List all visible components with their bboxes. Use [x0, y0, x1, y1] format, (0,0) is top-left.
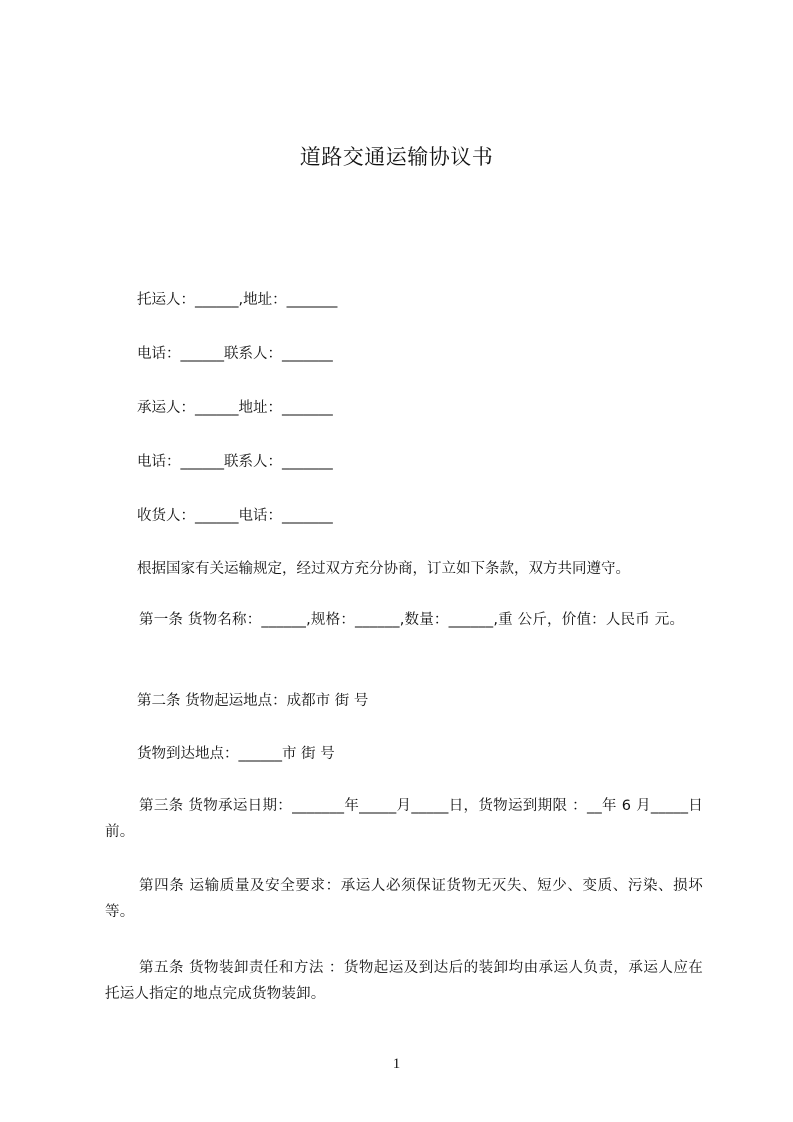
carrier-line: 承运人：______地址：_______ [137, 400, 333, 416]
preamble-line: 根据国家有关运输规定，经过双方充分协商，订立如下条款，双方共同遵守。 [137, 561, 630, 577]
destination-line: 货物到达地点：______市 街 号 [137, 746, 335, 762]
article-5: 第五条 货物装卸责任和方法 ：货物起运及到达后的装卸均由承运人负责，承运人应在托运人指定的地点完成货物装卸。 [105, 960, 703, 1002]
page-number: 1 [392, 1056, 401, 1072]
consignee-line: 收货人：______电话：_______ [137, 508, 333, 524]
shipper-line: 托运人：______,地址：_______ [137, 292, 338, 308]
carrier-phone-line: 电话：______联系人：_______ [137, 454, 333, 470]
article-3: 第三条 货物承运日期：_______年_____月_____日，货物运到期限 ：__年 6 月_____日前。 [105, 798, 703, 840]
article-1: 第一条 货物名称：______,规格：______,数量：______,重 公斤，价值：人民币 元。 [139, 612, 685, 628]
article-4: 第四条 运输质量及安全要求：承运人必须保证货物无灭失、短少、变质、污染、损坏等。 [105, 878, 703, 920]
shipper-phone-line: 电话：______联系人：_______ [137, 346, 333, 362]
document-title: 道路交通运输协议书 [299, 145, 494, 169]
article-2: 第二条 货物起运地点：成都市 街 号 [137, 693, 369, 709]
